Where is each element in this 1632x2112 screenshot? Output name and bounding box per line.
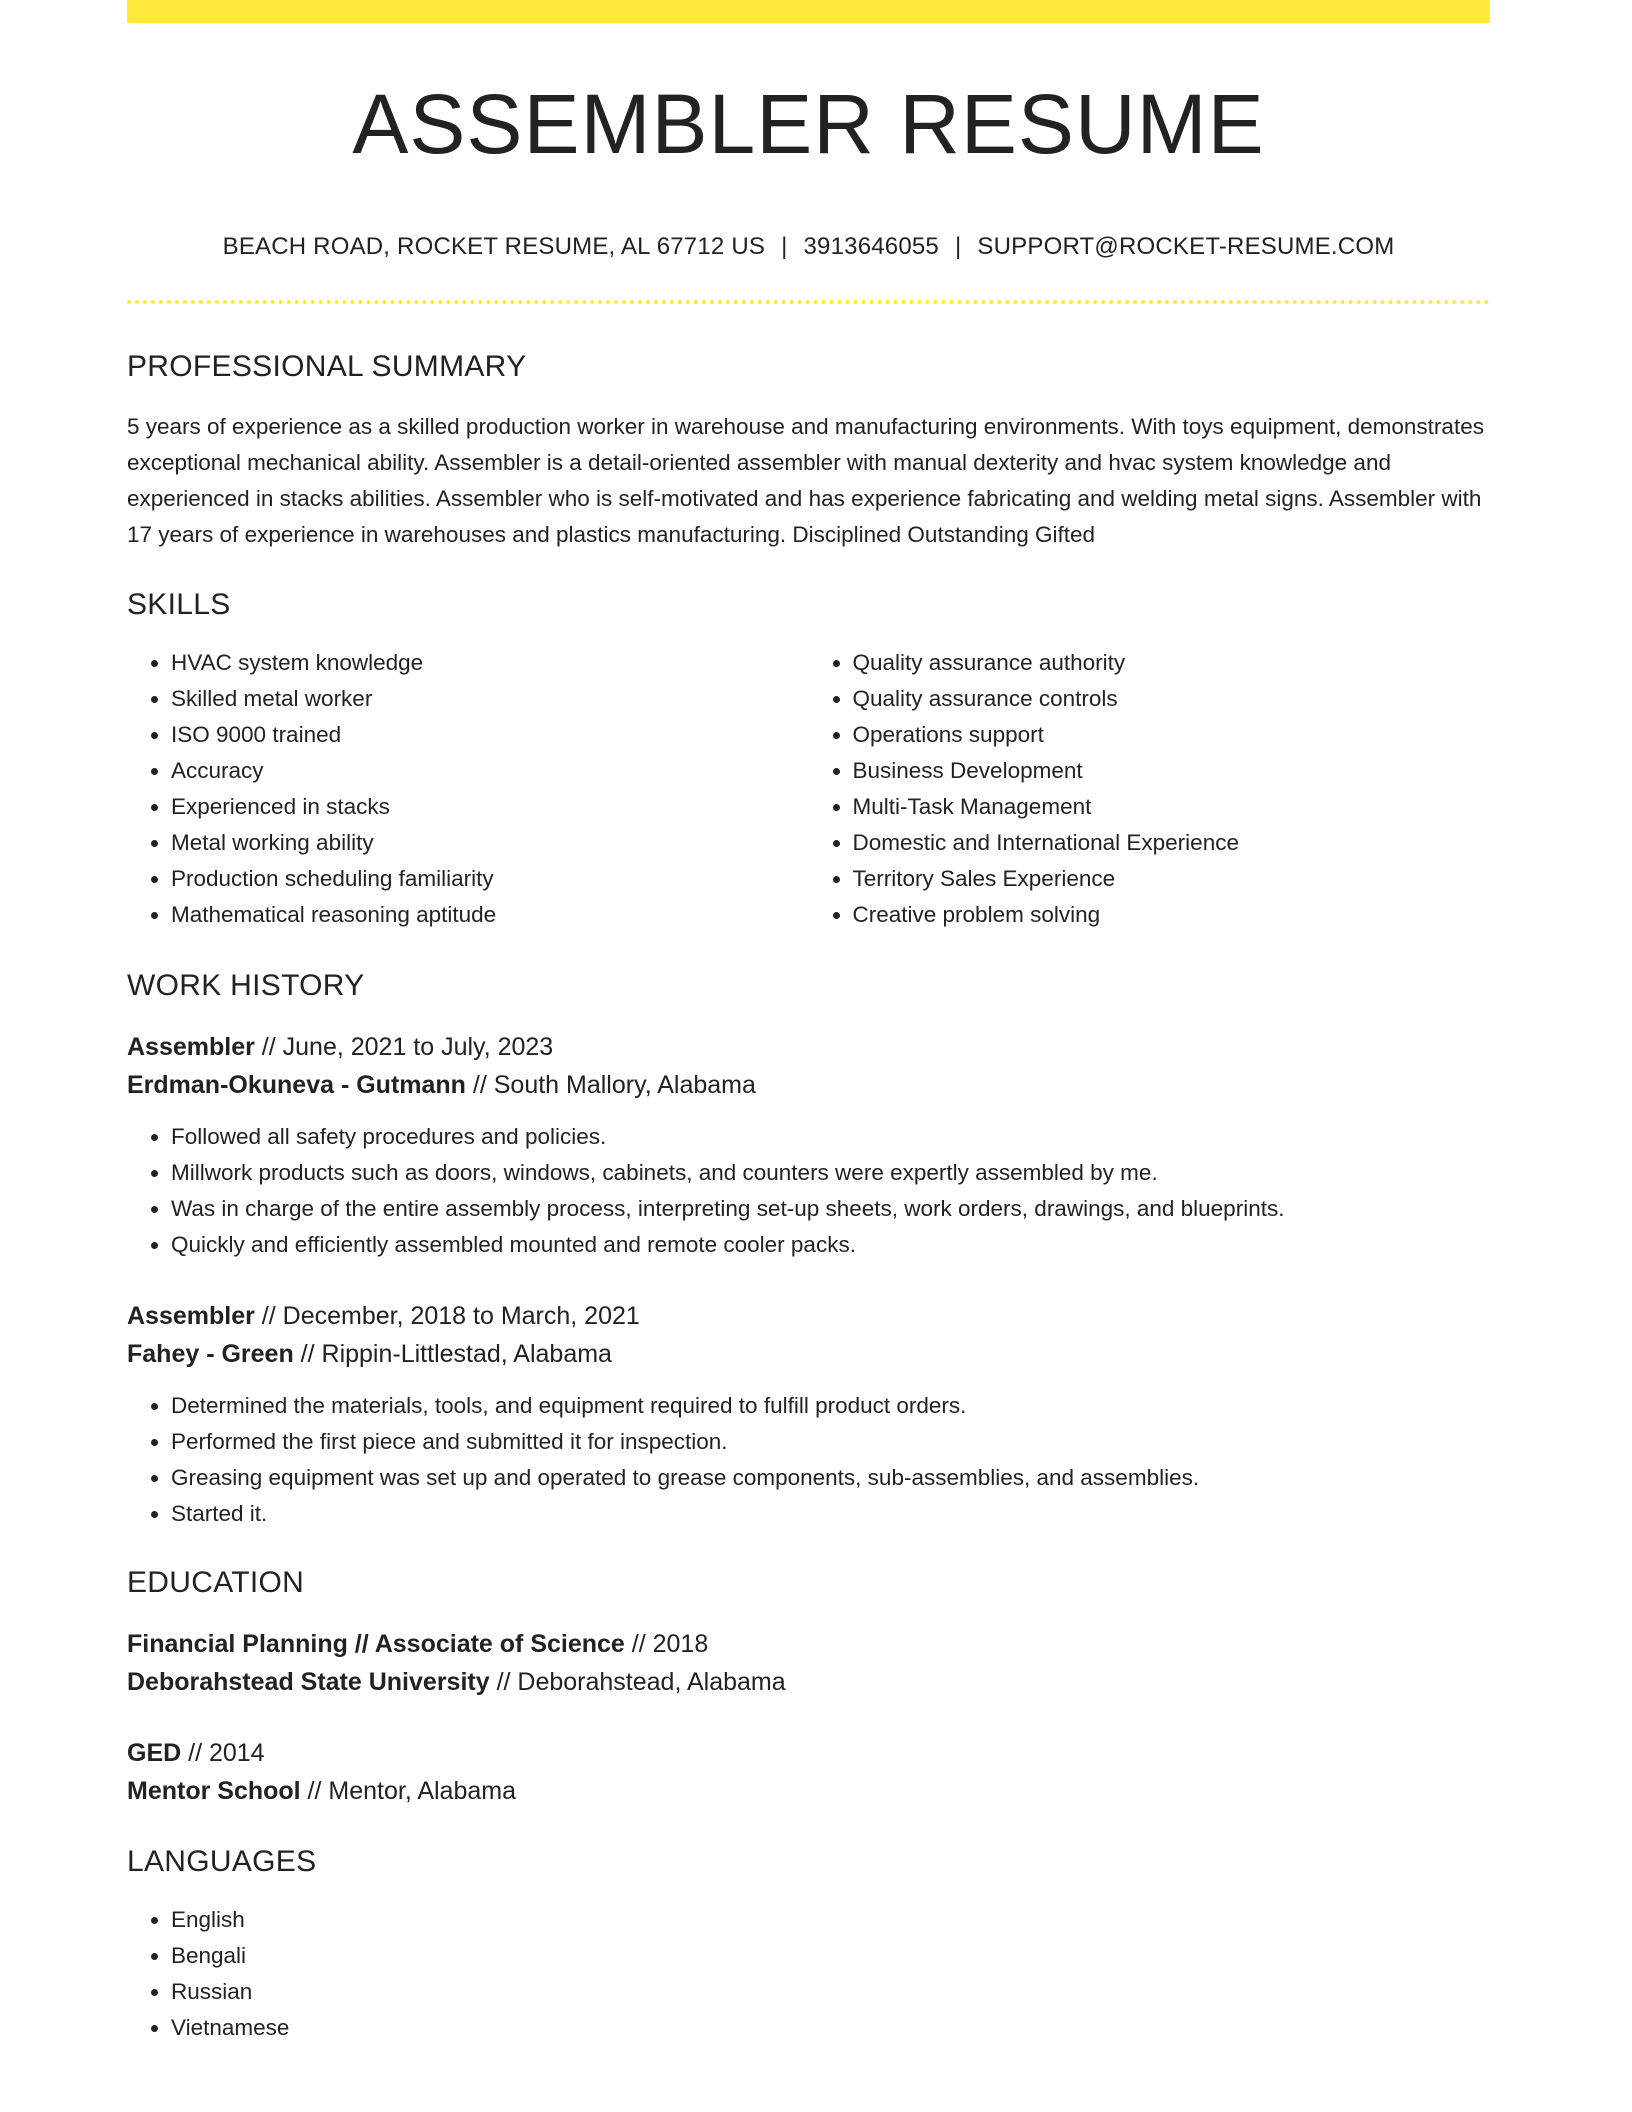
skill-item: • Business Development [853, 753, 1491, 789]
job-company: Fahey - Green [127, 1339, 294, 1368]
education-location: // Mentor, Alabama [300, 1776, 517, 1805]
section-heading-summary: PROFESSIONAL SUMMARY [127, 349, 527, 383]
job-company-line [127, 1335, 1490, 1373]
skill-item: • Experienced in stacks [171, 789, 809, 825]
skill-item: • Quality assurance authority [853, 645, 1491, 681]
resume-page [127, 0, 1490, 2046]
job-company-line [127, 1066, 1490, 1104]
job-dates: // December, 2018 to March, 2021 [254, 1301, 640, 1330]
skill-item: • Mathematical reasoning aptitude [171, 897, 809, 933]
skill-item: • Skilled metal worker [171, 681, 809, 717]
education-year: // 2014 [181, 1738, 265, 1767]
skill-item: • Metal working ability [171, 825, 809, 861]
skill-item: • HVAC system knowledge [171, 645, 809, 681]
job-company: Erdman-Okuneva - Gutmann [127, 1070, 466, 1099]
skill-item: • Multi-Task Management [853, 789, 1491, 825]
education-school: Mentor School [127, 1776, 301, 1805]
education-degree-line [127, 1625, 1490, 1663]
job-bullet: • Determined the materials, tools, and equipment required to fulfill product orders. [171, 1388, 1490, 1424]
dotted-divider [127, 300, 1490, 304]
skill-item: • Accuracy [171, 753, 809, 789]
job-bullet: • Performed the first piece and submitted it for inspection. [171, 1424, 1490, 1460]
job-bullets [127, 1388, 1490, 1532]
resume-title: ASSEMBLER RESUME [352, 77, 1265, 171]
job-entry [127, 1297, 1490, 1532]
skills-list-left [127, 645, 809, 933]
contact-email: SUPPORT@ROCKET-RESUME.COM [977, 233, 1395, 260]
accent-bar [127, 0, 1490, 23]
language-item: • English [171, 1902, 1490, 1938]
contact-line [127, 233, 1490, 262]
skill-item: • ISO 9000 trained [171, 717, 809, 753]
skill-item: • Quality assurance controls [853, 681, 1491, 717]
language-item: • Vietnamese [171, 2010, 1490, 2046]
job-dates: // June, 2021 to July, 2023 [254, 1032, 554, 1061]
job-bullet: • Started it. [171, 1496, 1490, 1532]
job-location: // South Mallory, Alabama [465, 1070, 756, 1099]
job-title: Assembler [127, 1301, 255, 1330]
language-item: • Russian [171, 1974, 1490, 2010]
contact-separator: | [954, 233, 962, 260]
job-title-line [127, 1028, 1490, 1066]
education-degree: Financial Planning // Associate of Science [127, 1629, 625, 1658]
contact-separator: | [781, 233, 788, 260]
education-location: // Deborahstead, Alabama [489, 1667, 786, 1696]
education-school-line [127, 1772, 1490, 1810]
languages-list [127, 1902, 1490, 2046]
skills-columns [127, 645, 1490, 933]
skill-item: • Operations support [853, 717, 1491, 753]
education-degree: GED [127, 1738, 182, 1767]
education-entry [127, 1734, 1490, 1810]
job-bullet: • Was in charge of the entire assembly process, interpreting set-up sheets, work orders, drawings, and blueprints. [171, 1191, 1490, 1227]
job-bullet: • Followed all safety procedures and policies. [171, 1119, 1490, 1155]
section-heading-education: EDUCATION [127, 1565, 305, 1599]
summary-text: 5 years of experience as a skilled production worker in warehouse and manufacturing environments. With toys equipment, demonstrates exceptional mechanical ability. Assembler is a detail-oriented assembler with manual dexterity and hvac system knowledge and experienced in stacks abilities. Assembler who is self-motivated and has experience fabricating and welding metal signs. Assembler with 17 years of experience in warehouses and plastics manufacturing. Disciplined Outstanding Gifted [127, 413, 1484, 547]
job-bullet: • Greasing equipment was set up and operated to grease components, sub-assemblies, and assemblies. [171, 1460, 1490, 1496]
job-title: Assembler [127, 1032, 255, 1061]
skill-item: • Production scheduling familiarity [171, 861, 809, 897]
job-title-line [127, 1297, 1490, 1335]
language-item: • Bengali [171, 1938, 1490, 1974]
education-year: // 2018 [624, 1629, 709, 1658]
contact-phone: 3913646055 [803, 233, 939, 260]
job-entry [127, 1028, 1490, 1263]
job-location: // Rippin-Littlestad, Alabama [293, 1339, 612, 1368]
skill-item: • Domestic and International Experience [853, 825, 1491, 861]
education-degree-line [127, 1734, 1490, 1772]
section-heading-skills: SKILLS [127, 587, 231, 621]
job-bullets [127, 1119, 1490, 1263]
skill-item: • Territory Sales Experience [853, 861, 1491, 897]
job-bullet: • Millwork products such as doors, windows, cabinets, and counters were expertly assembled by me. [171, 1155, 1490, 1191]
contact-address: BEACH ROAD, ROCKET RESUME, AL 67712 US [222, 233, 766, 260]
skill-item: • Creative problem solving [853, 897, 1491, 933]
education-school: Deborahstead State University [127, 1667, 490, 1696]
education-school-line [127, 1663, 1490, 1701]
skills-list-right [809, 645, 1491, 933]
job-bullet: • Quickly and efficiently assembled mounted and remote cooler packs. [171, 1227, 1490, 1263]
education-entry [127, 1625, 1490, 1701]
section-heading-languages: LANGUAGES [127, 1844, 317, 1878]
section-heading-work-history: WORK HISTORY [127, 968, 365, 1002]
